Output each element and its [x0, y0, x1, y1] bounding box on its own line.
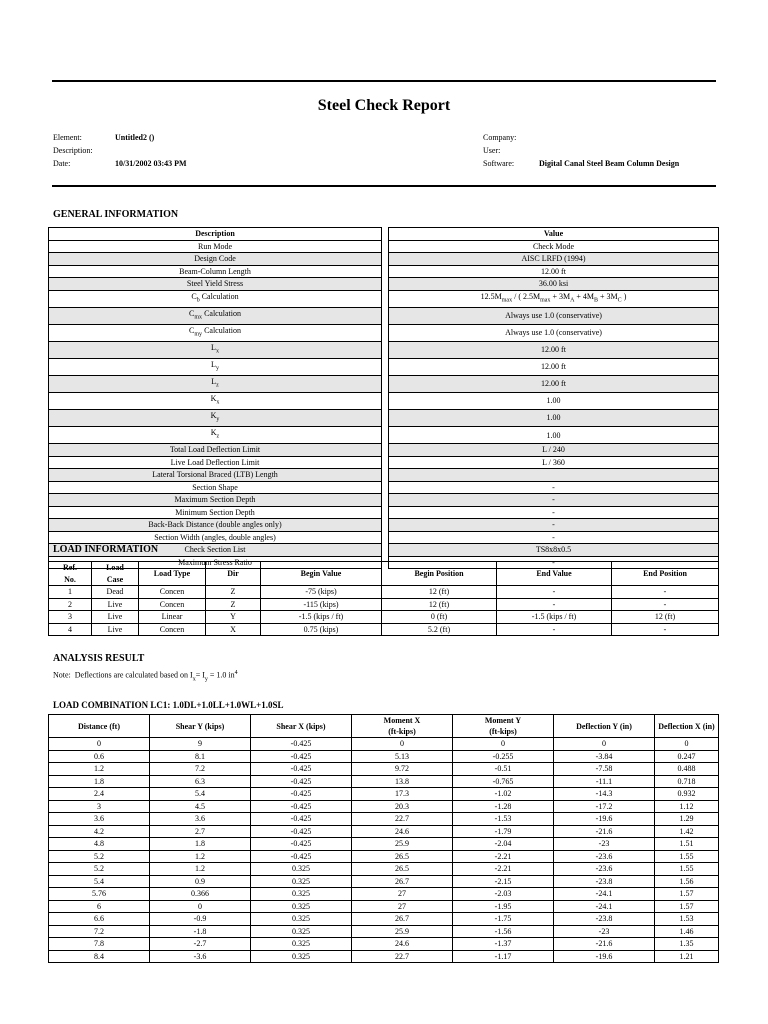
analysis-cell: 0.325 [251, 900, 352, 913]
analysis-cell: 0.325 [251, 925, 352, 938]
general-row [49, 393, 719, 410]
load-cell: -115 (kips) [261, 598, 382, 611]
load-cell: Live [92, 623, 139, 636]
general-description: $K_y$ [49, 410, 382, 427]
general-value: 12.00 ft [389, 265, 719, 278]
analysis-cell: 26.5 [352, 850, 453, 863]
analysis-cell: 0.718 [655, 775, 719, 788]
analysis-cell: -23.6 [554, 850, 655, 863]
load-cell: Y [206, 611, 261, 624]
analysis-row [49, 888, 719, 901]
general-table [48, 227, 719, 569]
analysis-cell: -1.95 [453, 900, 554, 913]
analysis-cell: 4.2 [49, 825, 150, 838]
load-heading: LOAD INFORMATION [53, 544, 159, 555]
col-description: Description [49, 228, 382, 241]
load-cell: Live [92, 598, 139, 611]
analysis-cell: -11.1 [554, 775, 655, 788]
analysis-cell: -23.6 [554, 863, 655, 876]
load-cell: 12 (ft) [612, 611, 719, 624]
analysis-cell: 0 [352, 738, 453, 751]
general-row [49, 375, 719, 392]
general-value: - [389, 506, 719, 519]
load-cell: 3 [49, 611, 92, 624]
analysis-cell: 1.35 [655, 938, 719, 951]
general-row [49, 324, 719, 341]
analysis-cell: 1.8 [49, 775, 150, 788]
general-row [49, 481, 719, 494]
analysis-cell: 4.8 [49, 838, 150, 851]
right-meta [483, 133, 679, 172]
general-value: L / 240 [389, 444, 719, 457]
analysis-cell: 5.76 [49, 888, 150, 901]
analysis-cell: -19.6 [554, 950, 655, 963]
col-deflection-y: Deflection Y (in) [554, 715, 655, 738]
analysis-cell: 7.2 [150, 763, 251, 776]
analysis-cell: -23.8 [554, 875, 655, 888]
analysis-cell: -2.7 [150, 938, 251, 951]
analysis-cell: -0.425 [251, 788, 352, 801]
analysis-cell: 5.4 [150, 788, 251, 801]
general-description: Back-Back Distance (double angles only) [49, 519, 382, 532]
load-table [48, 561, 719, 636]
col-moment-x: Moment X (ft-kips) [352, 715, 453, 738]
general-row [49, 278, 719, 291]
analysis-cell: 26.7 [352, 875, 453, 888]
general-row [49, 410, 719, 427]
analysis-cell: -0.425 [251, 763, 352, 776]
load-cell: - [497, 623, 612, 636]
general-value: 1.00 [389, 410, 719, 427]
analysis-cell: 20.3 [352, 800, 453, 813]
general-description: Live Load Deflection Limit [49, 456, 382, 469]
general-description: $K_z$ [49, 427, 382, 444]
left-meta [53, 133, 187, 172]
general-description: $L_y$ [49, 358, 382, 375]
analysis-cell: 1.42 [655, 825, 719, 838]
analysis-cell: 1.57 [655, 888, 719, 901]
general-row [49, 290, 719, 307]
analysis-cell: -2.03 [453, 888, 554, 901]
general-value: 12.00 ft [389, 358, 719, 375]
general-value: L / 360 [389, 456, 719, 469]
load-cell: Z [206, 586, 261, 599]
analysis-cell: -23 [554, 838, 655, 851]
general-value: Always use 1.0 (conservative) [389, 324, 719, 341]
general-value: 12.00 ft [389, 375, 719, 392]
general-value: - [389, 531, 719, 544]
load-cell: - [497, 598, 612, 611]
load-cell: 1 [49, 586, 92, 599]
general-value: - [389, 481, 719, 494]
analysis-cell: -3.84 [554, 750, 655, 763]
analysis-cell: 1.51 [655, 838, 719, 851]
col-end-value: End Value [497, 562, 612, 586]
analysis-cell: 0.932 [655, 788, 719, 801]
general-description: Design Code [49, 253, 382, 266]
general-value: - [389, 494, 719, 507]
analysis-note: Note: Deflections are calculated based on $I_x= I_y = 1.0$ $in^4$ [53, 670, 238, 683]
general-row [49, 307, 719, 324]
analysis-header-row [49, 715, 719, 738]
col-begin-position: Begin Position [382, 562, 497, 586]
analysis-cell: 26.7 [352, 913, 453, 926]
analysis-cell: 7.8 [49, 938, 150, 951]
analysis-row [49, 938, 719, 951]
load-cell: -1.5 (kips / ft) [497, 611, 612, 624]
load-cell: 12 (ft) [382, 598, 497, 611]
analysis-cell: 5.2 [49, 850, 150, 863]
col-ref: Ref. No. [49, 562, 92, 586]
analysis-cell: -0.9 [150, 913, 251, 926]
analysis-row [49, 763, 719, 776]
analysis-row [49, 900, 719, 913]
analysis-cell: 4.5 [150, 800, 251, 813]
analysis-cell: 9.72 [352, 763, 453, 776]
general-description: $K_x$ [49, 393, 382, 410]
general-row [49, 531, 719, 544]
analysis-cell: -0.425 [251, 838, 352, 851]
load-cell: -1.5 (kips / ft) [261, 611, 382, 624]
analysis-cell: 1.2 [150, 863, 251, 876]
load-cell: 2 [49, 598, 92, 611]
load-cell: -75 (kips) [261, 586, 382, 599]
general-description: Check Section List [49, 544, 382, 557]
analysis-cell: 1.8 [150, 838, 251, 851]
analysis-cell: -1.75 [453, 913, 554, 926]
load-cell: 4 [49, 623, 92, 636]
analysis-cell: -2.21 [453, 863, 554, 876]
analysis-cell: 3 [49, 800, 150, 813]
general-row [49, 494, 719, 507]
general-body [49, 240, 719, 569]
analysis-cell: -1.28 [453, 800, 554, 813]
analysis-cell: -0.51 [453, 763, 554, 776]
general-description: $L_x$ [49, 341, 382, 358]
general-value: AISC LRFD (1994) [389, 253, 719, 266]
analysis-cell: 3.6 [150, 813, 251, 826]
analysis-cell: -1.8 [150, 925, 251, 938]
general-description: Total Load Deflection Limit [49, 444, 382, 457]
analysis-cell: -1.53 [453, 813, 554, 826]
analysis-cell: 22.7 [352, 813, 453, 826]
analysis-row [49, 875, 719, 888]
meta-date: Date: 10/31/2002 03:43 PM [53, 159, 187, 168]
general-value: $12.5M_{max}$ / ( $2.5M_{max} + 3M_A + 4M_B + 3M_C$ ) [389, 290, 719, 307]
analysis-cell: 13.8 [352, 775, 453, 788]
meta-software: Software: Digital Canal Steel Beam Column Design [483, 159, 680, 168]
analysis-body [49, 738, 719, 963]
analysis-row [49, 850, 719, 863]
general-row [49, 341, 719, 358]
general-value: - [389, 519, 719, 532]
analysis-cell: 0.488 [655, 763, 719, 776]
meta-description: Description: [53, 146, 93, 155]
analysis-row [49, 738, 719, 751]
analysis-cell: -7.58 [554, 763, 655, 776]
analysis-row [49, 838, 719, 851]
general-row [49, 427, 719, 444]
general-description: $C_{my}$ Calculation [49, 324, 382, 341]
analysis-row [49, 913, 719, 926]
general-value: Always use 1.0 (conservative) [389, 307, 719, 324]
analysis-cell: 1.57 [655, 900, 719, 913]
analysis-cell: -0.425 [251, 775, 352, 788]
analysis-cell: 2.7 [150, 825, 251, 838]
general-row [49, 506, 719, 519]
general-description: Maximum Section Depth [49, 494, 382, 507]
col-shear-x: Shear X (kips) [251, 715, 352, 738]
load-cell: 12 (ft) [382, 586, 497, 599]
analysis-cell: -23.8 [554, 913, 655, 926]
analysis-heading: ANALYSIS RESULT [53, 653, 145, 664]
analysis-cell: -0.425 [251, 750, 352, 763]
analysis-cell: 0 [554, 738, 655, 751]
analysis-cell: 8.4 [49, 950, 150, 963]
analysis-cell: -1.17 [453, 950, 554, 963]
analysis-cell: -2.21 [453, 850, 554, 863]
analysis-cell: 25.9 [352, 925, 453, 938]
general-description: Minimum Section Depth [49, 506, 382, 519]
analysis-cell: 1.12 [655, 800, 719, 813]
load-cell: Live [92, 611, 139, 624]
analysis-cell: 0.325 [251, 863, 352, 876]
load-cell: Concen [139, 586, 206, 599]
load-cell: X [206, 623, 261, 636]
analysis-cell: -19.6 [554, 813, 655, 826]
analysis-cell: -0.255 [453, 750, 554, 763]
col-load-case: Load Case [92, 562, 139, 586]
analysis-cell: 22.7 [352, 950, 453, 963]
analysis-cell: 0.366 [150, 888, 251, 901]
analysis-cell: -0.425 [251, 800, 352, 813]
analysis-cell: 0.325 [251, 875, 352, 888]
general-description: Beam-Column Length [49, 265, 382, 278]
analysis-cell: -2.04 [453, 838, 554, 851]
general-value: TS8x8x0.5 [389, 544, 719, 557]
analysis-cell: 1.46 [655, 925, 719, 938]
header-rule [52, 185, 716, 187]
analysis-cell: 1.2 [150, 850, 251, 863]
analysis-cell: 8.1 [150, 750, 251, 763]
load-cell: - [612, 598, 719, 611]
general-value: 12.00 ft [389, 341, 719, 358]
general-row [49, 358, 719, 375]
load-cell: - [497, 586, 612, 599]
load-cell: Dead [92, 586, 139, 599]
analysis-cell: 0.325 [251, 950, 352, 963]
general-header-row [49, 228, 719, 241]
analysis-cell: 25.9 [352, 838, 453, 851]
load-cell: Concen [139, 623, 206, 636]
analysis-cell: -1.79 [453, 825, 554, 838]
general-row [49, 519, 719, 532]
analysis-row [49, 788, 719, 801]
load-body [49, 586, 719, 636]
analysis-cell: 26.5 [352, 863, 453, 876]
general-row [49, 240, 719, 253]
analysis-row [49, 950, 719, 963]
analysis-cell: -1.37 [453, 938, 554, 951]
analysis-cell: 0.325 [251, 938, 352, 951]
analysis-cell: 27 [352, 900, 453, 913]
general-description: Run Mode [49, 240, 382, 253]
load-row [49, 623, 719, 636]
analysis-cell: -24.1 [554, 888, 655, 901]
load-cell: 5.2 (ft) [382, 623, 497, 636]
analysis-table [48, 714, 719, 963]
analysis-cell: 5.13 [352, 750, 453, 763]
col-distance: Distance (ft) [49, 715, 150, 738]
analysis-cell: 1.55 [655, 863, 719, 876]
analysis-cell: 9 [150, 738, 251, 751]
analysis-cell: 6.3 [150, 775, 251, 788]
analysis-cell: 0 [49, 738, 150, 751]
load-cell: Linear [139, 611, 206, 624]
analysis-cell: 3.6 [49, 813, 150, 826]
analysis-cell: 6.6 [49, 913, 150, 926]
general-value [389, 469, 719, 482]
general-row [49, 456, 719, 469]
general-description: Section Width (angles, double angles) [49, 531, 382, 544]
analysis-cell: 1.2 [49, 763, 150, 776]
general-heading: GENERAL INFORMATION [53, 209, 179, 220]
analysis-cell: -23 [554, 925, 655, 938]
analysis-cell: -17.2 [554, 800, 655, 813]
analysis-cell: 5.2 [49, 863, 150, 876]
analysis-cell: 1.56 [655, 875, 719, 888]
load-cell: Concen [139, 598, 206, 611]
general-value: 1.00 [389, 427, 719, 444]
load-row [49, 611, 719, 624]
analysis-row [49, 825, 719, 838]
general-description: $C_{mx}$ Calculation [49, 307, 382, 324]
analysis-row [49, 813, 719, 826]
col-load-type: Load Type [139, 562, 206, 586]
load-cell: 0.75 (kips) [261, 623, 382, 636]
general-description: Steel Yield Stress [49, 278, 382, 291]
col-value: Value [389, 228, 719, 241]
analysis-cell: -21.6 [554, 938, 655, 951]
report-title: Steel Check Report [317, 97, 451, 114]
general-row [49, 444, 719, 457]
analysis-cell: -24.1 [554, 900, 655, 913]
analysis-cell: 5.4 [49, 875, 150, 888]
analysis-cell: 2.4 [49, 788, 150, 801]
top-rule [52, 80, 716, 82]
analysis-cell: 1.29 [655, 813, 719, 826]
analysis-cell: 24.6 [352, 938, 453, 951]
analysis-cell: 0.247 [655, 750, 719, 763]
analysis-cell: -0.425 [251, 825, 352, 838]
analysis-row [49, 800, 719, 813]
general-value: Check Mode [389, 240, 719, 253]
analysis-cell: 0.6 [49, 750, 150, 763]
general-description: Section Shape [49, 481, 382, 494]
analysis-row [49, 750, 719, 763]
analysis-cell: 1.21 [655, 950, 719, 963]
col-dir: Dir [206, 562, 261, 586]
general-description: $C_b$ Calculation [49, 290, 382, 307]
load-cell: - [612, 623, 719, 636]
load-cell: Z [206, 598, 261, 611]
analysis-row [49, 863, 719, 876]
load-row [49, 586, 719, 599]
col-moment-y: Moment Y (ft-kips) [453, 715, 554, 738]
analysis-cell: 27 [352, 888, 453, 901]
general-description: Lateral Torsional Braced (LTB) Length [49, 469, 382, 482]
load-cell: - [612, 586, 719, 599]
analysis-row [49, 925, 719, 938]
general-row [49, 265, 719, 278]
analysis-cell: 7.2 [49, 925, 150, 938]
meta-element: Element: Untitled2 () [53, 133, 155, 142]
analysis-cell: -0.425 [251, 813, 352, 826]
load-row [49, 598, 719, 611]
analysis-cell: -1.02 [453, 788, 554, 801]
analysis-cell: -0.765 [453, 775, 554, 788]
analysis-cell: 0 [453, 738, 554, 751]
general-value: - [389, 556, 719, 569]
analysis-cell: 0.325 [251, 888, 352, 901]
general-row [49, 253, 719, 266]
analysis-cell: 0 [655, 738, 719, 751]
general-row [49, 469, 719, 482]
analysis-cell: 0.325 [251, 913, 352, 926]
general-description: $L_z$ [49, 375, 382, 392]
col-shear-y: Shear Y (kips) [150, 715, 251, 738]
analysis-cell: -0.425 [251, 850, 352, 863]
load-cell: 0 (ft) [382, 611, 497, 624]
analysis-row [49, 775, 719, 788]
analysis-cell: -1.56 [453, 925, 554, 938]
col-deflection-x: Deflection X (in) [655, 715, 719, 738]
analysis-cell: 1.55 [655, 850, 719, 863]
load-header-row [49, 562, 719, 586]
col-begin-value: Begin Value [261, 562, 382, 586]
general-value: 1.00 [389, 393, 719, 410]
load-combination-title: LOAD COMBINATION LC1: 1.0DL+1.0LL+1.0WL+1.0SL [53, 700, 284, 710]
general-description: Maximum Stress Ratio [49, 556, 382, 569]
general-value: 36.00 ksi [389, 278, 719, 291]
analysis-cell: 6 [49, 900, 150, 913]
meta-user: User: [483, 146, 501, 155]
analysis-cell: 1.53 [655, 913, 719, 926]
col-end-position: End Position [612, 562, 719, 586]
analysis-cell: 17.3 [352, 788, 453, 801]
analysis-cell: 0.9 [150, 875, 251, 888]
analysis-cell: 24.6 [352, 825, 453, 838]
analysis-cell: -21.6 [554, 825, 655, 838]
analysis-cell: -3.6 [150, 950, 251, 963]
analysis-cell: -0.425 [251, 738, 352, 751]
analysis-cell: 0 [150, 900, 251, 913]
analysis-cell: -2.15 [453, 875, 554, 888]
meta-company: Company: [483, 133, 517, 142]
analysis-cell: -14.3 [554, 788, 655, 801]
